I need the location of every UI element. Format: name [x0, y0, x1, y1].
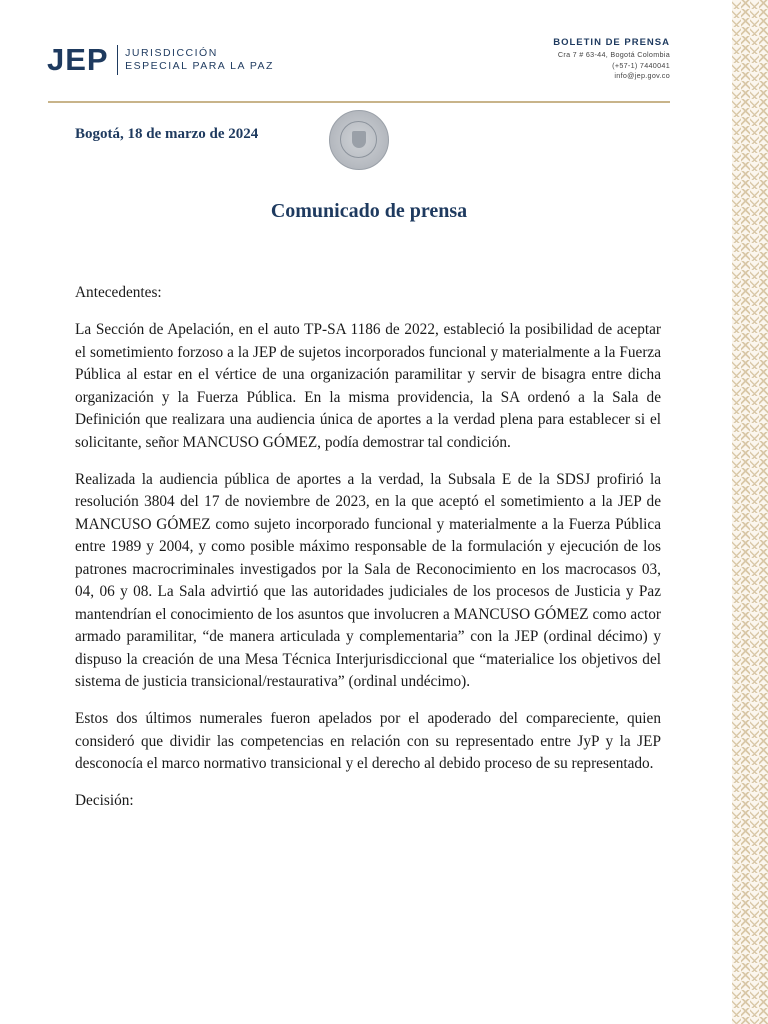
- logo-mark: JEP: [47, 42, 109, 77]
- header-divider: [48, 101, 670, 103]
- document-date: Bogotá, 18 de marzo de 2024: [75, 126, 259, 142]
- paragraph: La Sección de Apelación, en el auto TP-SA 1186 de 2022, estableció la posibilidad de aceptar el sometimiento forzoso a la JEP de sujetos incorporados funcional y materialmente a la Fuerza Pública al estar en el vértice de una organización paramilitar y servir de bisagra entre dicha organización y la Fuerza Pública. En la misma providencia, la SA ordenó a la Sala de Definición que realizara una audiencia única de aportes a la verdad plena para establecer si el solicitante, señor MANCUSO GÓMEZ, podía demostrar tal condición.: [75, 321, 661, 451]
- logo-text: [125, 47, 274, 73]
- section-label-antecedentes: Antecedentes:: [75, 284, 162, 301]
- decorative-side-border: [732, 0, 768, 1024]
- document-body: [75, 282, 661, 827]
- page-title: Comunicado de prensa: [270, 200, 468, 222]
- paragraph: Estos dos últimos numerales fueron apelados por el apoderado del compareciente, quien consideró que dividir las competencias en relación con su representado entre JyP y la JEP desconocía el marco normativo transicional y el derecho al debido proceso de su representado.: [75, 710, 661, 772]
- email-link[interactable]: info@jep.gov.co: [614, 71, 670, 80]
- jep-logo: [47, 44, 274, 75]
- logo-divider: [117, 45, 119, 75]
- paragraph: Realizada la audiencia pública de aportes a la verdad, la Subsala E de la SDSJ profirió la resolución 3804 del 17 de noviembre de 2023, en la que aceptó el sometimiento a la JEP de MANCUSO GÓMEZ como sujeto incorporado funcional y materialmente a la Fuerza Pública entre 1989 y 2004, y como posible máximo responsable de la formulación y ejecución de los patrones macrocriminales investigados por la Sala de Reconocimiento en los macrocasos 03, 04, 06 y 08. La Sala advirtió que las autoridades judiciales de los procesos de Justicia y Paz mantendrían el conocimiento de los asuntos que involucren a MANCUSO GÓMEZ como actor armado paramilitar, “de manera articulada y complementaria” con la JEP (ordinal décimo) y dispuso la creación de una Mesa Técnica Interjurisdiccional que “materialice los objetivos del sistema de justicia transicional/restaurativa” (ordinal undécimo).: [75, 470, 661, 690]
- address: Cra 7 # 63-44, Bogotá Colombia: [557, 50, 670, 59]
- bulletin-title: BOLETIN DE PRENSA: [553, 37, 670, 48]
- phone: (+57-1) 7440041: [612, 60, 670, 70]
- logo-line-1: JURISDICCIÓN: [125, 46, 218, 59]
- section-label-decision: Decisión:: [75, 792, 134, 809]
- seal-shield: [352, 131, 366, 148]
- colombia-seal-icon: [329, 110, 389, 170]
- contact-block: [553, 37, 670, 82]
- logo-line-2: ESPECIAL PARA LA PAZ: [125, 59, 274, 72]
